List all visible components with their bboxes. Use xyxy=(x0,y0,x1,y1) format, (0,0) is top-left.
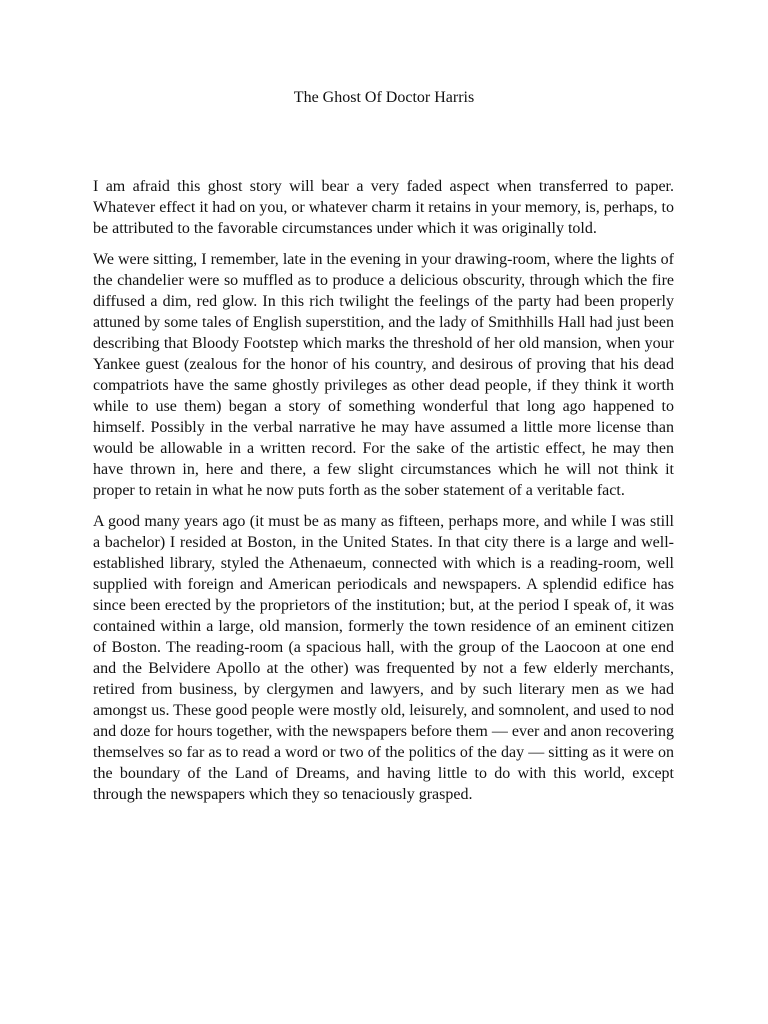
paragraph-2: We were sitting, I remember, late in the evening in your drawing-room, where the lights of the chandelier were so muffled as to produce a delicious obscurity, through which the fire diffused a dim, red glow. In this rich twilight the feelings of the party had been properly attuned by some tales of English superstition, and the lady of Smithhills Hall had just been describing that Bloody Footstep which marks the threshold of her old mansion, when your Yankee guest (zealous for the honor of his country, and desirous of proving that his dead compatriots have the same ghostly privileges as other dead people, if they think it worth while to use them) began a story of something wonderful that long ago happened to himself. Possibly in the verbal narrative he may have assumed a little more license than would be allowable in a written record. For the sake of the artistic effect, he may then have thrown in, here and there, a few slight circumstances which he will not think it proper to retain in what he now puts forth as the sober statement of a veritable fact. xyxy=(93,251,674,499)
paragraph-3: A good many years ago (it must be as many as fifteen, perhaps more, and while I was still a bachelor) I resided at Boston, in the United States. In that city there is a large and well-established library, styled the Athenaeum, connected with which is a reading-room, well supplied with foreign and American periodicals and newspapers. A splendid edifice has since been erected by the proprietors of the institution; but, at the period I speak of, it was contained within a large, old mansion, formerly the town residence of an eminent citizen of Boston. The reading-room (a spacious hall, with the group of the Laocoon at one end and the Belvidere Apollo at the other) was frequented by not a few elderly merchants, retired from business, by clergymen and lawyers, and by such literary men as we had amongst us. These good people were mostly old, leisurely, and somnolent, and used to nod and doze for hours together, with the newspapers before them — ever and anon recovering themselves so far as to read a word or two of the politics of the day — sitting as it were on the boundary of the Land of Dreams, and having little to do with this world, except through the newspapers which they so tenaciously grasped. xyxy=(93,513,674,803)
paragraph-1: I am afraid this ghost story will bear a very faded aspect when transferred to paper. Whatever effect it had on you, or whatever charm it retains in your memory, is, perhaps, to be attributed to the favorable circumstances under which it was originally told. xyxy=(93,178,674,237)
page-title: The Ghost Of Doctor Harris xyxy=(293,89,475,106)
body-text xyxy=(93,176,674,815)
